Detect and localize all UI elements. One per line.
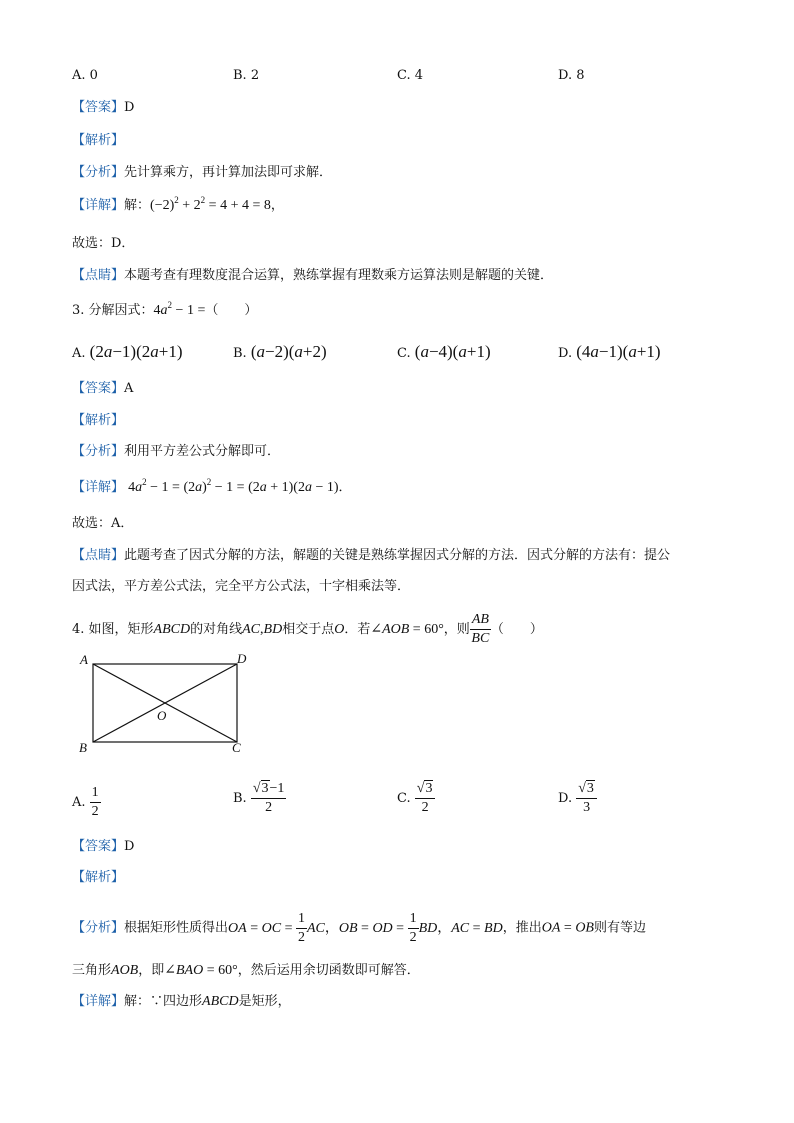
- q3-comment-2: 因式法，平方差公式法，完全平方公式法，十字相乘法等．: [72, 579, 411, 594]
- q4-detail-1: 解：∵四边形: [124, 994, 203, 1009]
- q3-option-d-math: (4a−1)(a+1): [576, 342, 661, 361]
- q4-fenxi-2: ，推出: [502, 920, 542, 936]
- q2-answer-line: [72, 99, 134, 117]
- detail-label: 【详解】: [72, 198, 125, 213]
- q3-analysis-heading: [72, 412, 124, 430]
- q4-angle-bao: ∠BAO = 60°: [164, 963, 238, 978]
- answer-label: 【答案】: [72, 381, 125, 396]
- q4-fenxi-4: 三角形: [72, 963, 112, 978]
- q4-stem-4: ．若: [344, 622, 371, 637]
- fenxi-label: 【分析】: [72, 920, 125, 936]
- answer-label: 【答案】: [72, 100, 125, 115]
- q3-answer: A: [124, 381, 134, 396]
- q3-comment-line-1: [72, 547, 670, 565]
- q3-option-c-math: (a−4)(a+1): [414, 342, 491, 361]
- q4-option-d-label: D.: [558, 791, 573, 806]
- q4-fenxi-line: 【分析】根据矩形性质得出OA = OC = $\frac{1}{2}$ AC，OB = OD = $\frac{1}{2}$ BD，AC = BD，推出OA = OB则有等边: [72, 911, 646, 945]
- q4-stem-2: 的对角线: [190, 622, 243, 637]
- q2-option-b: B. 2: [233, 68, 260, 83]
- q4-option-a: [72, 786, 101, 819]
- q4-detail-line: 【详解】解：∵四边形ABCD是矩形，: [72, 994, 291, 1009]
- q3-option-d-label: D.: [558, 346, 573, 361]
- detail-label: 【详解】: [72, 480, 125, 495]
- q3-answer-line: [72, 380, 133, 398]
- q3-comment-1: 此题考查了因式分解的方法，解题的关键是熟练掌握因式分解的方法．因式分解的方法有：提公: [124, 548, 671, 563]
- vertex-d-label: D: [237, 651, 247, 666]
- q4-stem-3: 相交于点: [282, 622, 335, 637]
- vertex-a-label: A: [80, 652, 88, 667]
- q4-analysis-heading: [72, 869, 124, 887]
- q4-option-d: [558, 782, 597, 815]
- q4-diagonals: AC: [242, 622, 261, 637]
- q4-answer-line: [72, 838, 134, 856]
- q4-abcd: ABCD: [153, 622, 191, 637]
- q2-analysis-heading: [72, 132, 124, 150]
- q3-stem-text: 3. 分解因式：: [72, 303, 154, 318]
- q4-fenxi-5: ，即: [138, 963, 165, 978]
- q4-option-c: [397, 782, 435, 815]
- analysis-label: 【解析】: [72, 413, 125, 428]
- q3-expression: $4a^2 - 1$ =: [153, 300, 206, 318]
- vertex-b-label: B: [79, 740, 87, 755]
- q4-option-b-math: $\frac{√3-1}{2}$: [252, 781, 285, 815]
- q4-point-o: O: [334, 622, 345, 637]
- q2-option-d: D. 8: [558, 68, 585, 83]
- q2-option-a: A. 0: [72, 68, 98, 83]
- q3-option-a: [72, 342, 183, 362]
- q4-option-d-math: $\frac{√3}{3}$: [576, 782, 597, 815]
- q2-detail-prefix: 解：: [124, 198, 151, 213]
- q3-stem-tail: （ ）: [205, 303, 258, 318]
- q2-detail-line: 【详解】解：$(-2)^2 + 2^2 = 4 + 4 = 8$，: [72, 195, 284, 213]
- comment-label: 【点睛】: [72, 548, 125, 563]
- q3-option-d: [558, 342, 661, 362]
- q4-fenxi-math: OA = OC = $\frac{1}{2}$ AC，OB = OD = $\frac{1}{2}$ BD，AC = BD: [228, 911, 503, 945]
- center-o-label: O: [157, 708, 167, 723]
- q4-answer: D: [124, 839, 135, 854]
- q4-fenxi-6: ，然后运用余切函数即可解答．: [237, 963, 420, 978]
- analysis-label: 【解析】: [72, 870, 125, 885]
- q3-equation: $4a^2 - 1 = (2a)^2 - 1 = (2a + 1)(2a - 1)$: [128, 477, 339, 495]
- q2-comment-line: [72, 267, 553, 285]
- fenxi-label: 【分析】: [72, 444, 125, 459]
- q3-detail-line: 【详解】 $4a^2 - 1 = (2a)^2 - 1 = (2a + 1)(2a - 1)$．: [72, 477, 352, 495]
- q3-stem: [72, 302, 257, 320]
- answer-label: 【答案】: [72, 839, 125, 854]
- q3-choose: 故选：A．: [72, 516, 134, 531]
- q4-option-a-label: A.: [72, 795, 86, 810]
- q4-fenxi-line-2: 三角形AOB，即∠BAO = 60°，然后运用余切函数即可解答．: [72, 963, 420, 978]
- q4-option-a-math: $\frac{1}{2}$: [91, 785, 99, 819]
- q3-option-c-label: C.: [397, 346, 411, 361]
- q4-stem: 4. 如图，矩形ABCD的对角线AC,BD相交于点O．若∠AOB = 60°，则 $\frac{AB}{BC}$ （ ）: [72, 612, 543, 646]
- q3-fenxi-line: [72, 443, 280, 461]
- q3-option-c: [397, 342, 491, 362]
- q2-answer: D: [124, 100, 135, 115]
- q4-option-b-label: B.: [233, 791, 247, 806]
- q4-fenxi-3: 则有等边: [593, 920, 646, 936]
- analysis-label: 【解析】: [72, 133, 125, 148]
- q4-angle: ∠AOB = 60°: [370, 622, 444, 637]
- q2-comment: 本题考查有理数度混合运算，熟练掌握有理数乘方运算法则是解题的关键．: [124, 268, 554, 283]
- q4-stem-1: 4. 如图，矩形: [72, 622, 154, 637]
- comment-label: 【点睛】: [72, 268, 125, 283]
- q4-detail-2: 是矩形，: [238, 994, 291, 1009]
- q2-choose: 故选：D．: [72, 236, 135, 251]
- q4-ratio-fraction: $\frac{AB}{BC}$: [471, 612, 490, 646]
- detail-label: 【详解】: [72, 994, 125, 1009]
- q3-option-b: [233, 342, 327, 362]
- q2-equation: $(-2)^2 + 2^2 = 4 + 4 = 8$: [150, 195, 271, 213]
- q2-option-c: C. 4: [397, 68, 424, 83]
- rectangle-figure: [72, 650, 262, 760]
- q3-option-a-label: A.: [72, 346, 86, 361]
- q3-fenxi: 利用平方差公式分解即可．: [124, 444, 281, 459]
- q4-stem-5: ，则: [443, 622, 470, 637]
- q4-option-b: [233, 782, 286, 815]
- fenxi-label: 【分析】: [72, 165, 125, 180]
- q4-stem-6: （ ）: [490, 622, 543, 637]
- q3-option-b-math: (a−2)(a+2): [250, 342, 327, 361]
- q3-option-b-label: B.: [233, 346, 247, 361]
- q3-option-a-math: (2a−1)(2a+1): [89, 342, 183, 361]
- vertex-c-label: C: [232, 740, 241, 755]
- q4-fenxi-1: 根据矩形性质得出: [124, 920, 229, 936]
- q2-fenxi: 先计算乘方，再计算加法即可求解．: [124, 165, 333, 180]
- q4-option-c-label: C.: [397, 791, 411, 806]
- q4-option-c-math: $\frac{√3}{2}$: [415, 782, 436, 815]
- q2-fenxi-line: [72, 164, 332, 182]
